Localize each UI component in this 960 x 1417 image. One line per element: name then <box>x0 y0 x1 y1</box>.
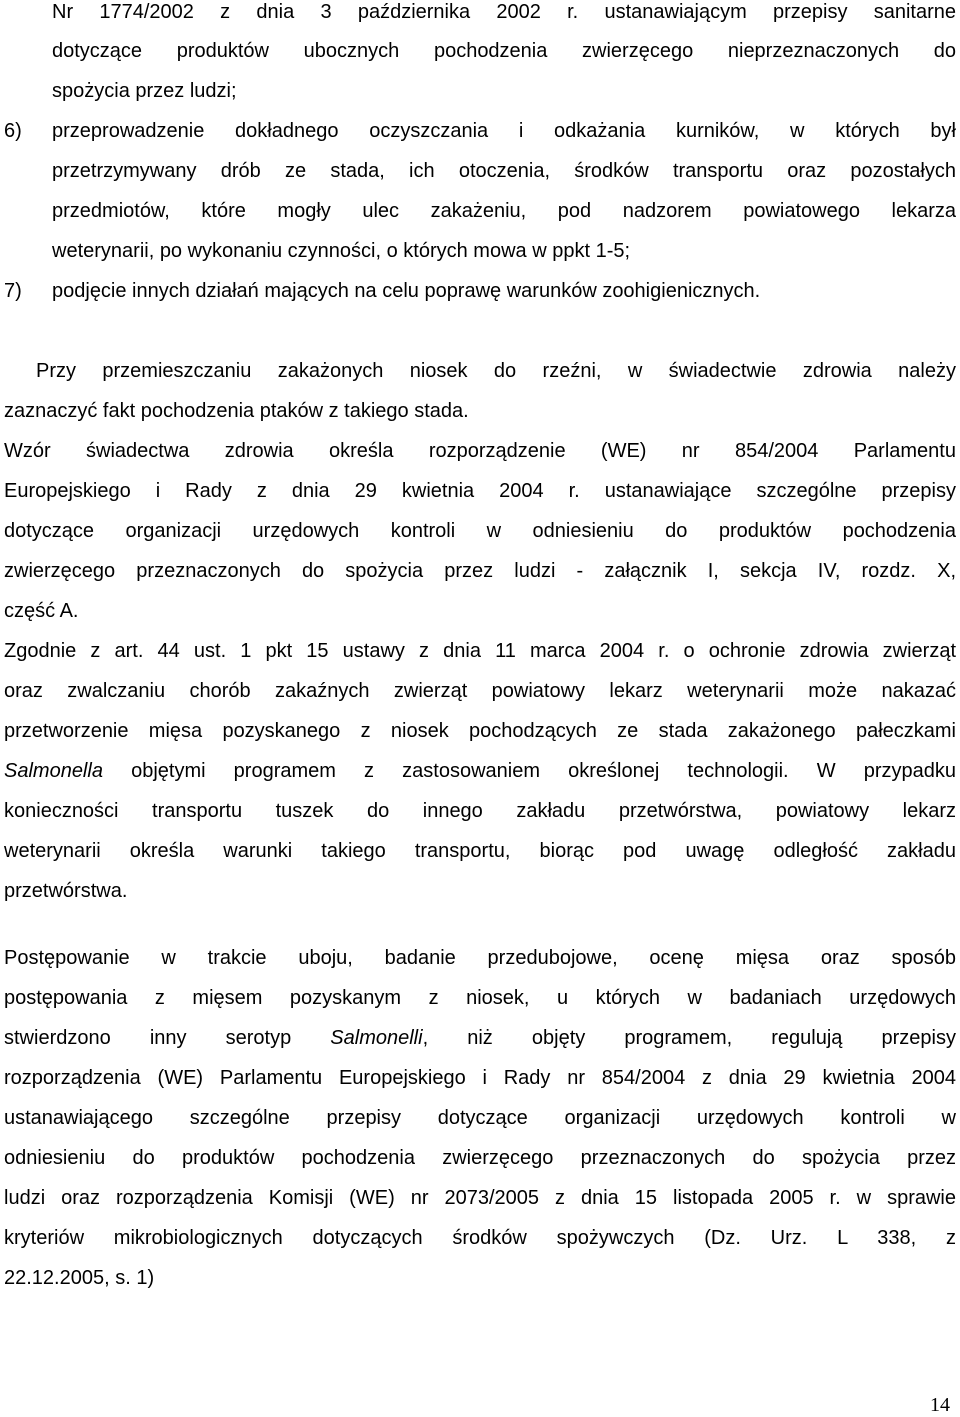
text-line: Europejskiego i Rady z dnia 29 kwietnia 2004 r. ustanawiające szczególne przepisy <box>4 480 956 502</box>
text-line: kryteriów mikrobiologicznych dotyczących środków spożywczych (Dz. Urz. L 338, z <box>4 1227 956 1249</box>
text-line: podjęcie innych działań mających na celu poprawę warunków zoohigienicznych. <box>52 280 761 302</box>
text-line: weterynarii, po wykonaniu czynności, o których mowa w ppkt 1-5; <box>52 240 631 262</box>
italic-term: Salmonella <box>4 760 103 782</box>
text-line: Przy przemieszczaniu zakażonych niosek do rzeźni, w świadectwie zdrowia należy <box>36 360 956 382</box>
text-line: dotyczące produktów ubocznych pochodzenia zwierzęcego nieprzeznaczonych do <box>52 40 956 62</box>
text-line: Zgodnie z art. 44 ust. 1 pkt 15 ustawy z dnia 11 marca 2004 r. o ochronie zdrowia zwierząt <box>4 640 956 662</box>
text-line-salmonelli <box>4 1026 956 1050</box>
list-item-number: 6) <box>4 120 22 142</box>
text-line: postępowania z mięsem pozyskanym z niosek, u których w badaniach urzędowych <box>4 987 956 1009</box>
text-line: przetrzymywany drób ze stada, ich otoczenia, środków transportu oraz pozostałych <box>52 160 956 182</box>
text-line: ludzi oraz rozporządzenia Komisji (WE) nr 2073/2005 z dnia 15 listopada 2005 r. w sprawie <box>4 1187 956 1209</box>
text-span: objętymi programem z zastosowaniem określonej technologii. W przypadku <box>102 760 956 782</box>
text-line: przetwórstwa. <box>4 880 128 902</box>
text-line: 22.12.2005, s. 1) <box>4 1267 155 1289</box>
text-line: rozporządzenia (WE) Parlamentu Europejskiego i Rady nr 854/2004 z dnia 29 kwietnia 2004 <box>4 1067 956 1089</box>
text-line: przetworzenie mięsa pozyskanego z niosek pochodzących ze stada zakażonego pałeczkami <box>4 720 956 742</box>
italic-term: Salmonelli <box>330 1027 423 1049</box>
text-span: stwierdzono inny serotyp <box>4 1027 331 1049</box>
text-line: weterynarii określa warunki takiego transportu, biorąc pod uwagę odległość zakładu <box>4 840 956 862</box>
text-line: przeprowadzenie dokładnego oczyszczania i odkażania kurników, w których był <box>52 120 956 142</box>
text-line: ustanawiającego szczególne przepisy dotyczące organizacji urzędowych kontroli w <box>4 1107 956 1129</box>
text-line: Postępowanie w trakcie uboju, badanie przedubojowe, ocenę mięsa oraz sposób <box>4 947 956 969</box>
text-line: spożycia przez ludzi; <box>52 80 237 102</box>
text-line: zaznaczyć fakt pochodzenia ptaków z takiego stada. <box>4 400 469 422</box>
text-line: przedmiotów, które mogły ulec zakażeniu, pod nadzorem powiatowego lekarza <box>52 200 956 222</box>
text-line: konieczności transportu tuszek do innego zakładu przetwórstwa, powiatowy lekarz <box>4 800 956 822</box>
list-item-number: 7) <box>4 280 22 302</box>
text-line: dotyczące organizacji urzędowych kontroli w odniesieniu do produktów pochodzenia <box>4 520 956 542</box>
text-line: część A. <box>4 600 79 622</box>
text-line: Nr 1774/2002 z dnia 3 października 2002 r. ustanawiającym przepisy sanitarne <box>52 1 956 23</box>
text-span: , niż objęty programem, regulują przepisy <box>422 1027 956 1049</box>
text-line: odniesieniu do produktów pochodzenia zwierzęcego przeznaczonych do spożycia przez <box>4 1147 956 1169</box>
text-line-salmonella <box>4 759 956 783</box>
text-line: Wzór świadectwa zdrowia określa rozporządzenie (WE) nr 854/2004 Parlamentu <box>4 440 956 462</box>
text-line: zwierzęcego przeznaczonych do spożycia przez ludzi - załącznik I, sekcja IV, rozdz. X, <box>4 560 956 582</box>
text-line: oraz zwalczaniu chorób zakaźnych zwierząt powiatowy lekarz weterynarii może nakazać <box>4 680 956 702</box>
page-number: 14 <box>930 1394 950 1416</box>
